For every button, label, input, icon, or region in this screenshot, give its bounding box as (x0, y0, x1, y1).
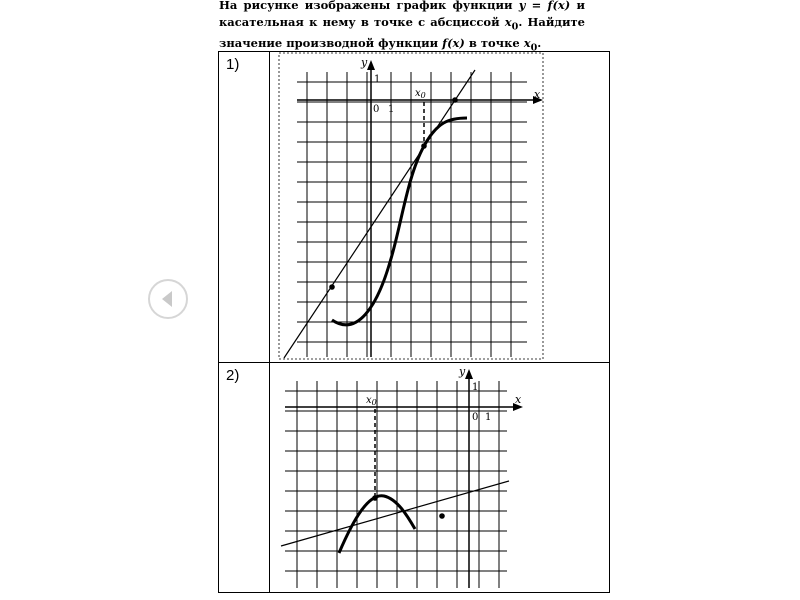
x-axis-label: x (515, 393, 522, 406)
table-row (219, 52, 609, 363)
row-number: 1) (226, 56, 240, 73)
y-unit-label: 1 (374, 74, 381, 85)
graph-2 (279, 363, 529, 592)
x0-label: $x_0$ (415, 88, 426, 100)
x-unit-label: 1 (388, 104, 395, 115)
previous-slide-button[interactable] (148, 279, 188, 319)
row-number-cell (219, 52, 270, 362)
answer-table (218, 51, 610, 593)
graph-1 (277, 52, 547, 362)
row-number-cell (219, 363, 270, 592)
row-number: 2) (226, 367, 240, 384)
x-axis-label: x (534, 88, 541, 101)
x0-label: $x_0$ (366, 395, 377, 407)
x-unit-label: 1 (485, 412, 492, 423)
y-axis-label: y (459, 365, 466, 378)
chevron-left-icon (150, 281, 186, 317)
table-row (219, 363, 609, 592)
y-unit-label: 1 (472, 382, 479, 393)
task-statement: На рисунке изображены график функции y = f(x) и касательная к нему в точке с абсциссой $x_0$. Найдите значение производной функции f(x) в точке $x_0$. (219, 0, 585, 54)
origin-label: 0 (472, 412, 479, 423)
y-axis-label: y (361, 56, 368, 69)
origin-label: 0 (373, 104, 380, 115)
